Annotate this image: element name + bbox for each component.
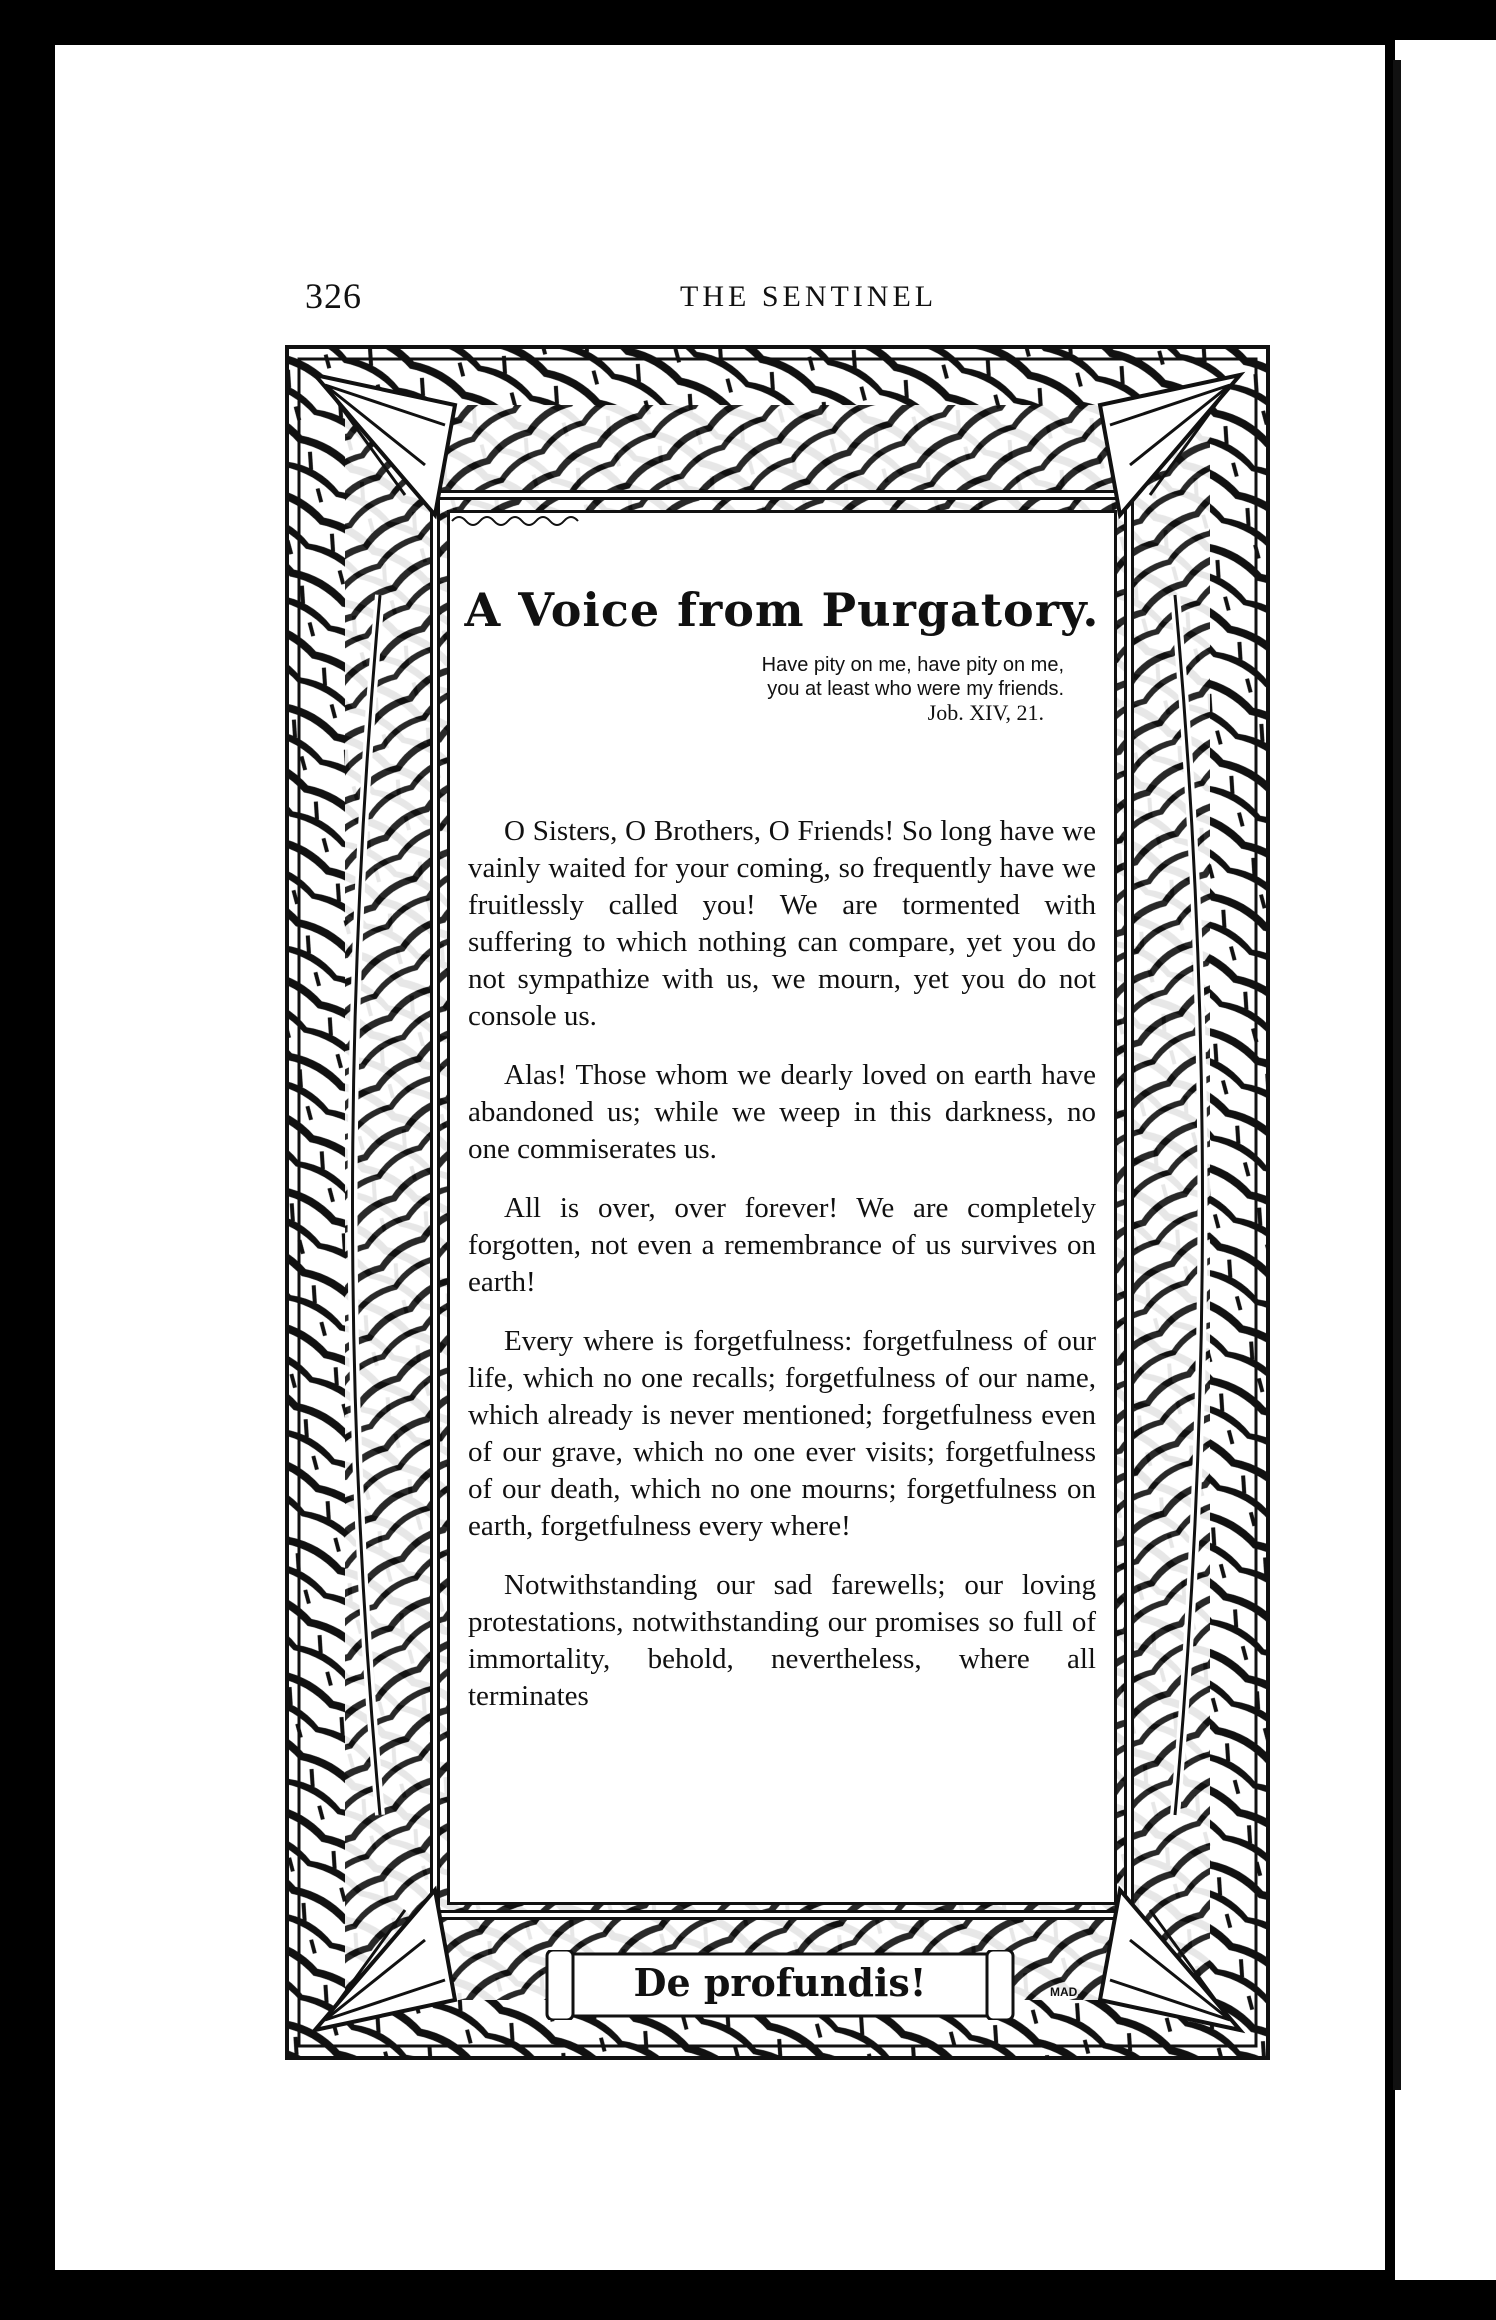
- page-gutter-shadow: [1393, 60, 1401, 2090]
- paragraph: Notwithstanding our sad farewells; our loving protestations, notwithstanding our promises so full of immortality, behold, nevertheless, where all terminates: [468, 1569, 1096, 1712]
- paragraph: Every where is forgetfulness: forgetfulness of our life, which no one recalls; forgetfulness of our name, which already is never mentioned; forgetfulness even of our grave, which no one ever visits; forgetfulness of our death, which no one mourns; forgetfulness on earth, forgetfulness every where!: [468, 1325, 1096, 1542]
- running-head: THE SENTINEL: [680, 280, 938, 313]
- text-panel: [447, 510, 1117, 1905]
- epigraph-citation: Job. XIV, 21.: [927, 700, 1044, 725]
- article-body: [468, 813, 1096, 1737]
- paragraph: O Sisters, O Brothers, O Friends! So long have we vainly waited for your coming, so frequently have we fruitlessly called you! We are tormented with suffering to which nothing can compare, yet you do not sympathize with us, we mourn, yet you do not console us.: [468, 815, 1096, 1032]
- facing-page-edge: [1395, 40, 1496, 2280]
- wavy-divider: [450, 513, 590, 529]
- scroll-label: De profundis!: [633, 1960, 927, 2005]
- article-title: A Voice from Purgatory.: [464, 583, 1100, 637]
- epigraph: [762, 653, 1064, 725]
- page-number: 326: [305, 276, 362, 316]
- epigraph-line: Have pity on me, have pity on me,: [761, 654, 1064, 676]
- paragraph: Alas! Those whom we dearly loved on earth have abandoned us; while we weep in this darkness, no one commiserates us.: [468, 1059, 1096, 1165]
- epigraph-line: you at least who were my friends.: [767, 678, 1064, 700]
- artist-signature: MAD.: [1050, 1985, 1081, 1999]
- paragraph: All is over, over forever! We are completely forgotten, not even a remembrance of us survives on earth!: [468, 1192, 1096, 1298]
- scroll-banner: [545, 1950, 1015, 2020]
- ornamental-frame: [285, 345, 1270, 2060]
